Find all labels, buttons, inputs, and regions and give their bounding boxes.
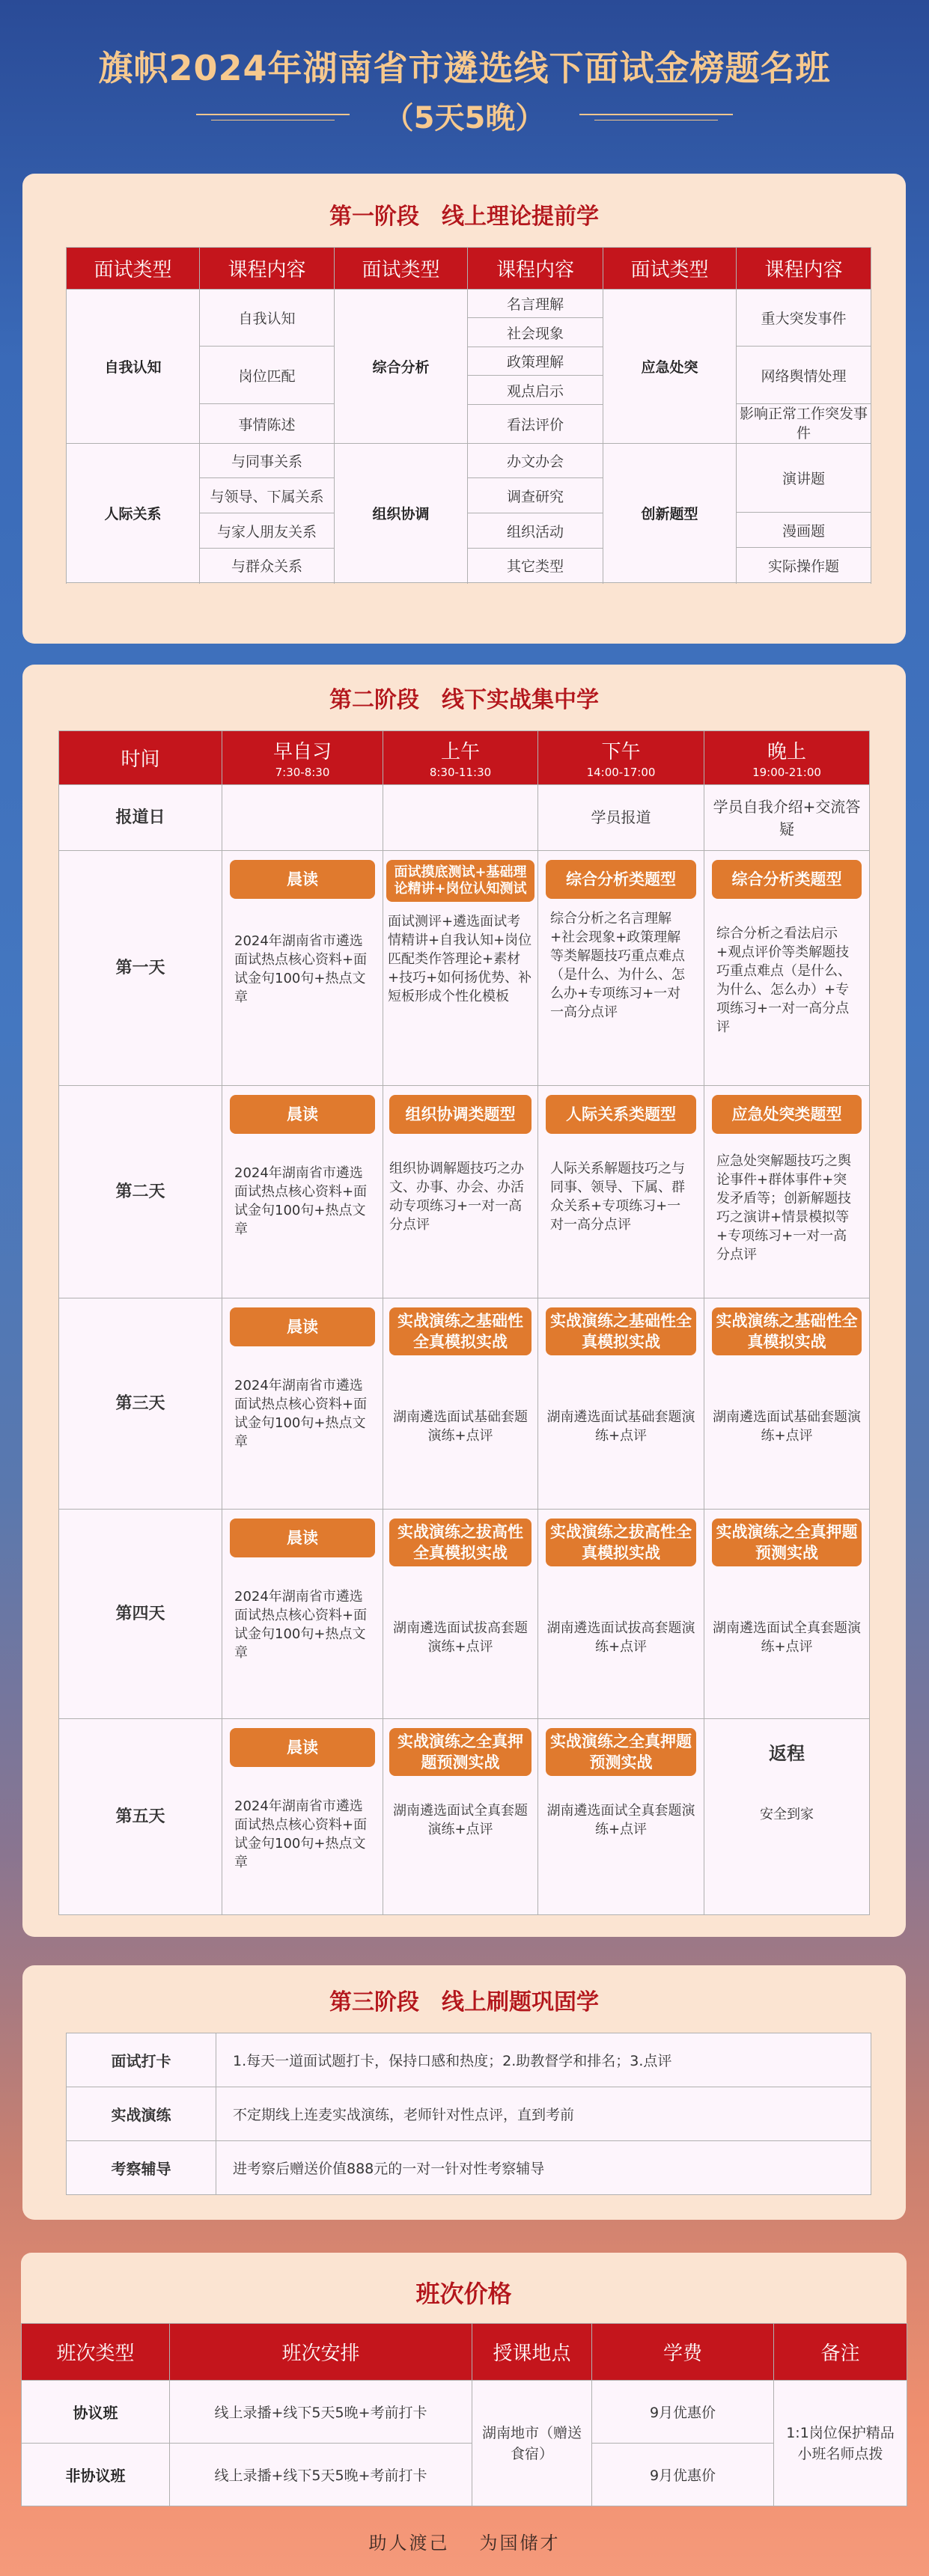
header-cell: 面试类型	[67, 248, 200, 290]
content-cell: 影响正常工作突发事件	[737, 404, 871, 444]
morning-reading-pill: 晨读	[230, 1519, 375, 1557]
course-desc: 湖南遴选面试基础套题演练+点评	[546, 1409, 695, 1444]
course-desc: 湖南遴选面试基础套题演练+点评	[713, 1409, 861, 1444]
course-pill: 应急处突类题型	[712, 1095, 862, 1134]
schedule-cell	[222, 785, 383, 851]
header-cell: 班次安排	[170, 2324, 472, 2381]
day-cell: 第二天	[59, 1086, 222, 1298]
course-pill: 实战演练之拔高性全真模拟实战	[546, 1519, 696, 1566]
footer-slogan	[0, 2528, 929, 2554]
morning-reading-pill: 晨读	[230, 1307, 375, 1346]
content-cell: 实际操作题	[737, 548, 871, 583]
course-pill: 实战演练之拔高性全真模拟实战	[389, 1519, 531, 1566]
fee-cell: 9月优惠价	[592, 2381, 774, 2444]
return-label: 返程	[769, 1743, 805, 1764]
row-text: 不定期线上连麦实战演练，老师针对性点评，直到考前	[216, 2087, 871, 2141]
stage3-table	[66, 2033, 871, 2195]
morning-desc: 2024年湖南省市遴选面试热点核心资料+面试金句100句+热点文章	[234, 933, 368, 1005]
day-cell: 报道日	[59, 785, 222, 851]
header-cell: 晚上 19:00-21:00	[704, 731, 870, 785]
morning-reading-pill: 晨读	[230, 860, 375, 899]
title-divider-left	[196, 114, 350, 115]
schedule-cell	[222, 1719, 383, 1915]
content-cell: 与领导、下属关系	[200, 478, 335, 513]
content-cell: 政策理解	[468, 347, 603, 376]
type-cell: 应急处突	[603, 290, 737, 444]
content-cell: 社会现象	[468, 318, 603, 347]
course-pill: 实战演练之基础性全真模拟实战	[546, 1307, 696, 1355]
header-cell: 下午 14:00-17:00	[538, 731, 704, 785]
stage2-title: 第二阶段 线下实战集中学	[329, 687, 599, 713]
course-desc: 湖南遴选面试拔高套题演练+点评	[393, 1620, 528, 1655]
note-cell: 1:1岗位保护精品小班名师点拨	[774, 2381, 907, 2506]
header-cell: 班次类型	[22, 2324, 170, 2381]
course-pill: 综合分析类题型	[712, 860, 862, 899]
class-type-cell: 协议班	[22, 2381, 170, 2444]
schedule-cell	[538, 1298, 704, 1510]
course-desc: 湖南遴选面试全真套题演练+点评	[393, 1803, 528, 1837]
content-cell: 调查研究	[468, 478, 603, 513]
header-cell: 授课地点	[472, 2324, 592, 2381]
schedule-cell	[222, 851, 383, 1086]
content-cell: 网络舆情处理	[737, 347, 871, 404]
header-cell: 面试类型	[335, 248, 468, 290]
course-desc: 湖南遴选面试拔高套题演练+点评	[546, 1620, 695, 1655]
class-plan-cell: 线上录播+线下5天5晚+考前打卡	[170, 2381, 472, 2444]
header-cell: 上午 8:30-11:30	[383, 731, 538, 785]
course-desc: 湖南遴选面试基础套题演练+点评	[393, 1409, 528, 1444]
schedule-cell	[383, 1510, 538, 1719]
course-pill: 实战演练之全真押题预测实战	[389, 1728, 531, 1776]
morning-desc: 2024年湖南省市遴选面试热点核心资料+面试金句100句+热点文章	[234, 1798, 368, 1870]
pricing-card	[21, 2253, 907, 2325]
schedule-cell	[538, 1510, 704, 1719]
content-cell: 与群众关系	[200, 549, 335, 583]
day-cell: 第三天	[59, 1298, 222, 1510]
schedule-cell	[383, 1719, 538, 1915]
type-cell: 组织协调	[335, 444, 468, 583]
course-pill: 综合分析类题型	[546, 860, 696, 899]
schedule-cell	[222, 1086, 383, 1298]
schedule-cell	[383, 785, 538, 851]
stage2-schedule-table	[58, 730, 870, 1915]
content-cell: 自我认知	[200, 290, 335, 347]
course-desc: 组织协调解题技巧之办文、办事、办会、办活动专项练习+一对一高分点评	[389, 1161, 524, 1233]
footer-slogan-right: 为国储才	[479, 2533, 561, 2554]
header-cell: 学费	[592, 2324, 774, 2381]
schedule-cell: 学员报道	[538, 785, 704, 851]
row-label: 面试打卡	[67, 2033, 216, 2087]
content-cell: 漫画题	[737, 513, 871, 548]
header-cell: 面试类型	[603, 248, 737, 290]
type-cell: 综合分析	[335, 290, 468, 444]
schedule-cell	[383, 1298, 538, 1510]
day-cell: 第一天	[59, 851, 222, 1086]
class-plan-cell: 线上录播+线下5天5晚+考前打卡	[170, 2444, 472, 2506]
stage1-title: 第一阶段 线上理论提前学	[329, 204, 599, 230]
page-header	[0, 0, 929, 150]
content-cell: 岗位匹配	[200, 347, 335, 404]
schedule-cell	[538, 1719, 704, 1915]
day-cell: 第五天	[59, 1719, 222, 1915]
morning-reading-pill: 晨读	[230, 1728, 375, 1767]
type-cell: 人际关系	[67, 444, 200, 583]
course-pill: 组织协调类题型	[389, 1095, 531, 1134]
course-pill: 实战演练之全真押题预测实战	[546, 1728, 696, 1776]
course-desc: 湖南遴选面试全真套题演练+点评	[546, 1803, 695, 1837]
morning-desc: 2024年湖南省市遴选面试热点核心资料+面试金句100句+热点文章	[234, 1589, 368, 1661]
morning-reading-pill: 晨读	[230, 1095, 375, 1134]
content-cell: 演讲题	[737, 444, 871, 513]
pricing-title: 班次价格	[415, 2280, 512, 2308]
schedule-cell	[538, 1086, 704, 1298]
course-desc: 人际关系解题技巧之与同事、领导、下属、群众关系+专项练习+一对一高分点评	[550, 1161, 685, 1233]
schedule-cell	[704, 1510, 870, 1719]
schedule-cell	[222, 1298, 383, 1510]
header-cell: 课程内容	[468, 248, 603, 290]
course-pill: 实战演练之全真押题预测实战	[712, 1519, 862, 1566]
schedule-cell	[704, 851, 870, 1086]
course-desc: 湖南遴选面试全真套题演练+点评	[713, 1620, 861, 1655]
row-text: 进考察后赠送价值888元的一对一针对性考察辅导	[216, 2141, 871, 2195]
type-cell: 创新题型	[603, 444, 737, 583]
row-label: 实战演练	[67, 2087, 216, 2141]
header-cell: 时间	[59, 731, 222, 785]
row-text: 1.每天一道面试题打卡，保持口感和热度；2.助教督学和排名；3.点评	[216, 2033, 871, 2087]
header-cell: 课程内容	[737, 248, 871, 290]
course-pill: 面试摸底测试+基础理论精讲+岗位认知测试	[386, 860, 534, 902]
content-cell: 观点启示	[468, 376, 603, 405]
course-pill: 人际关系类题型	[546, 1095, 696, 1134]
title-divider-right	[579, 114, 733, 115]
day-cell: 第四天	[59, 1510, 222, 1719]
schedule-cell	[383, 1086, 538, 1298]
course-desc: 安全到家	[760, 1807, 814, 1822]
content-cell: 办文办会	[468, 444, 603, 478]
course-desc: 综合分析之看法启示+观点评价等类解题技巧重点难点（是什么、为什么、怎么办）+专项练习+一对一高分点评	[716, 926, 851, 1035]
content-cell: 与同事关系	[200, 444, 335, 478]
fee-cell: 9月优惠价	[592, 2444, 774, 2506]
stage1-table	[66, 247, 871, 583]
schedule-cell	[704, 1086, 870, 1298]
schedule-cell	[222, 1510, 383, 1719]
header-cell: 课程内容	[200, 248, 335, 290]
location-cell: 湖南地市（赠送食宿）	[472, 2381, 592, 2506]
content-cell: 事情陈述	[200, 404, 335, 444]
schedule-cell	[383, 851, 538, 1086]
content-cell: 组织活动	[468, 513, 603, 549]
row-label: 考察辅导	[67, 2141, 216, 2195]
content-cell: 与家人朋友关系	[200, 513, 335, 549]
page-subtitle: （5天5晚）	[383, 101, 546, 135]
morning-desc: 2024年湖南省市遴选面试热点核心资料+面试金句100句+热点文章	[234, 1378, 368, 1450]
schedule-cell	[538, 851, 704, 1086]
course-desc: 应急处突解题技巧之舆论事件+群体事件+突发矛盾等；创新解题技巧之演讲+情景模拟等+专项练习+一对一高分点评	[716, 1153, 851, 1263]
header-cell: 早自习 7:30-8:30	[222, 731, 383, 785]
page-title: 旗帜2024年湖南省市遴选线下面试金榜题名班	[98, 48, 831, 88]
type-cell: 自我认知	[67, 290, 200, 444]
course-pill: 实战演练之基础性全真模拟实战	[712, 1307, 862, 1355]
course-desc: 综合分析之名言理解+社会现象+政策理解等类解题技巧重点难点（是什么、为什么、怎么办+专项练习+一对一高分点评	[550, 911, 685, 1020]
content-cell: 名言理解	[468, 290, 603, 318]
stage3-title: 第三阶段 线上刷题巩固学	[329, 1989, 599, 2015]
class-type-cell: 非协议班	[22, 2444, 170, 2506]
course-pill: 实战演练之基础性全真模拟实战	[389, 1307, 531, 1355]
schedule-cell	[704, 1298, 870, 1510]
content-cell: 其它类型	[468, 549, 603, 583]
pricing-table	[21, 2323, 907, 2506]
course-desc: 面试测评+遴选面试考情精讲+自我认知+岗位匹配类作答理论+素材+技巧+如何扬优势、补短板形成个性化模板	[388, 914, 532, 1004]
schedule-cell	[704, 1719, 870, 1915]
content-cell: 重大突发事件	[737, 290, 871, 347]
header-cell: 备注	[774, 2324, 907, 2381]
footer-slogan-left: 助人渡己	[368, 2533, 450, 2554]
schedule-cell: 学员自我介绍+交流答疑	[704, 785, 870, 851]
content-cell: 看法评价	[468, 405, 603, 444]
morning-desc: 2024年湖南省市遴选面试热点核心资料+面试金句100句+热点文章	[234, 1165, 368, 1237]
